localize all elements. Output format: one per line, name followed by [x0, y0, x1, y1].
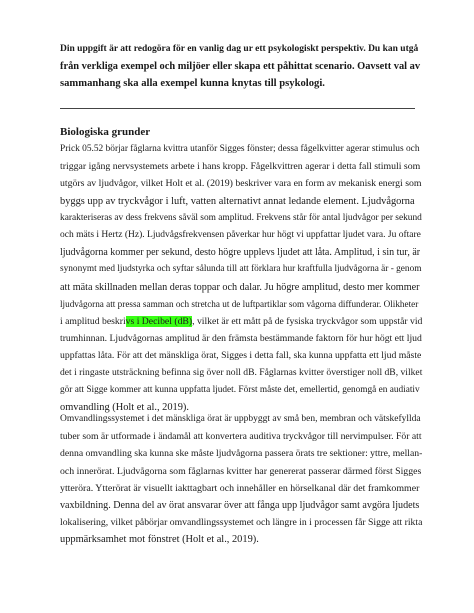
text-line: ytteröra. Ytterörat är visuellt iakttagbart och innehåller en hörselkanal där det framkommer: [60, 482, 420, 494]
text-line-with-highlight: [60, 313, 422, 330]
text-segment: , vilket är ett mått på de fysiska tryckvågor som uppstår vid: [192, 315, 423, 327]
text-line: uppmärksamhet mot fönstret (Holt et al., 2019).: [60, 534, 259, 546]
highlighted-text: vs i Decibel (dB): [125, 315, 193, 327]
text-line: ljudvågorna att pressa samman och stretcha ut de luftpartiklar som vågorna diffunderar. Olikheter: [60, 298, 419, 309]
text-line: denna omvandling ska kunna ske måste ljudvågorna passera örats tre sektioner: yttre, mellan-: [60, 448, 423, 460]
text-line: ljudvågorna kommer per sekund, desto högre upplevs ljudet att låta. Amplitud, i sin tur, är: [60, 247, 421, 259]
text-segment: i amplitud beskri: [60, 315, 126, 327]
text-line: vaxbildning. Denna del av örat ansvarar över att fånga upp ljudvågor samt avgöra ljudets: [60, 499, 420, 511]
paragraph-omvandlingssystemet: [60, 411, 422, 549]
paragraph-biologiska-grunder: [60, 141, 422, 416]
text-line: lokalisering, vilket påbörjar omvandlingssystemet och längre in i processen får Sigge att rikta: [60, 517, 423, 529]
prompt-line: Din uppgift är att redogöra för en vanlig dag ur ett psykologiskt perspektiv. Du kan utgå: [60, 44, 419, 54]
text-line: och innerörat. Ljudvågorna som fåglarnas kvitter har genererat passerar därmed först Sigges: [60, 465, 422, 477]
assignment-prompt: [60, 41, 420, 93]
text-line: uppfattas låta. För att det mänskliga örat, Sigges i detta fall, ska kunna uppfatta ett ljud måste: [60, 350, 422, 362]
prompt-line: sammanhang ska alla exempel kunna knytas till psykologi.: [60, 78, 325, 90]
prompt-line: från verkliga exempel och miljöer eller skapa ett påhittat scenario. Oavsett val av: [60, 61, 421, 73]
text-line: tuber som är utformade i ändamål att konvertera auditiva tryckvågor till nervimpulser. För att: [60, 431, 422, 443]
text-line: Omvandlingssystemet i det mänskliga örat är uppbyggt av små ben, membran och vätskefyllda: [60, 414, 421, 424]
text-line: Prick 05.52 börjar fåglarna kvittra utanför Sigges fönster; dessa fågelkvitter agerar stimulus och: [60, 144, 420, 154]
text-line: triggar igång nervsystemets arbete i hans kropp. Fågelkvittren agerar i detta fall stimuli som: [60, 161, 421, 173]
text-line: gör att Sigge kommer att kunna uppfatta ljudet. Först måste det, emellertid, genomgå en audiativ: [60, 384, 420, 395]
horizontal-divider: [60, 108, 415, 109]
text-line: omvandling (Holt et al., 2019).: [60, 401, 189, 413]
text-line: att mäta skillnaden mellan deras toppar och dalar. Ju högre amplitud, desto mer kommer: [60, 281, 420, 293]
text-line: det i ringaste utsträckning befinna sig över noll dB. Fåglarnas kvitter överstiger noll dB, vilket: [60, 367, 423, 379]
text-line: karakteriseras av dess frekvens såväl som amplitud. Frekvens står för antal ljudvågor per sekund: [60, 212, 422, 223]
text-line: och mäts i Hertz (Hz). Ljudvågsfrekvensen påverkar hur högt vi uppfattar ljudet vara. Ju oftare: [60, 229, 421, 240]
text-line: byggs upp av tryckvågor i luft, vatten alternativt annat ledande element. Ljudvågorna: [60, 195, 415, 207]
text-line: synonymt med ljudstyrka och syftar sålunda till att förklara hur kraftfulla ljudvågorna är - genom: [60, 264, 422, 275]
text-line: utgörs av ljudvågor, vilket Holt et al. (2019) beskriver vara en form av mekanisk energi som: [60, 178, 422, 190]
text-line: trumhinnan. Ljudvågornas amplitud är den främsta bestämmande faktorn för hur högt ett ljud: [60, 333, 422, 345]
section-heading: Biologiska grunder: [60, 126, 151, 138]
